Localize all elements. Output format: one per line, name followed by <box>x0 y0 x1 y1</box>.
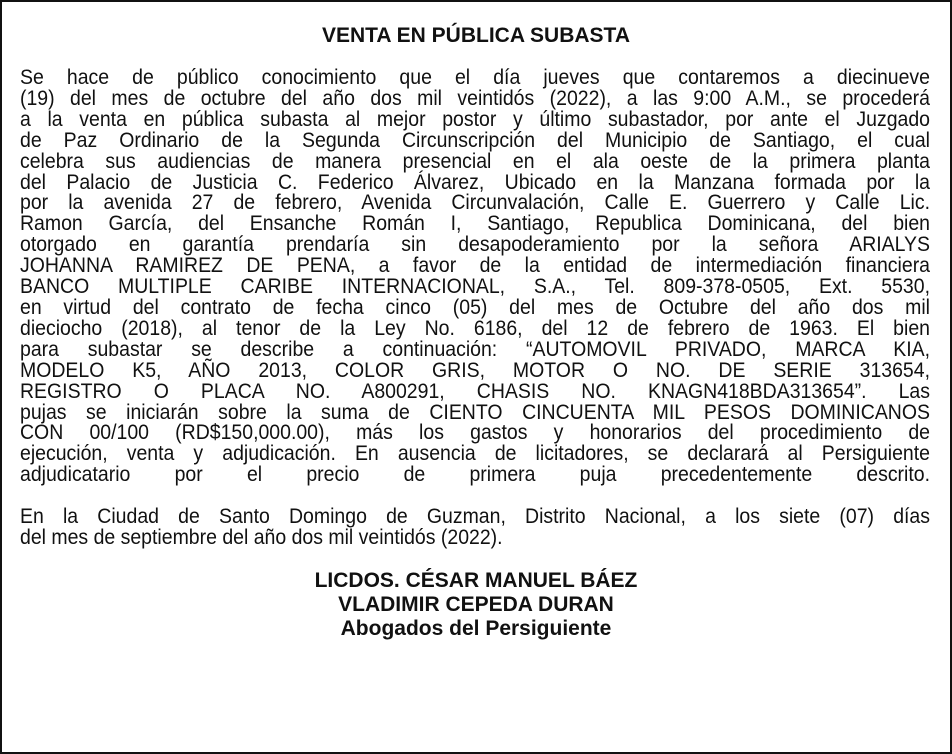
signature-name-1: LICDOS. CÉSAR MANUEL BÁEZ <box>314 568 638 592</box>
body-line: de Paz Ordinario de la Segunda Circunscripción del Municipio de Santiago, el cual <box>20 127 930 152</box>
signature-role: Abogados del Persiguiente <box>340 616 612 640</box>
signature-block <box>20 569 932 641</box>
body-line: BANCO MULTIPLE CARIBE INTERNACIONAL, S.A., Tel. 809-378-0505, Ext. 5530, <box>20 274 930 299</box>
signature-name-2: VLADIMIR CEPEDA DURAN <box>338 592 614 616</box>
body-line: MODELO K5, AÑO 2013, COLOR GRIS, MOTOR O NO. DE SERIE 313654, <box>20 357 930 382</box>
body-line: por la avenida 27 de febrero, Avenida Circunvalación, Calle E. Guerrero y Calle Lic. <box>20 190 930 215</box>
place-line: En la Ciudad de Santo Domingo de Guzman, Distrito Nacional, a los siete (07) días <box>20 504 930 529</box>
body-line: en virtud del contrato de fecha cinco (05) del mes de Octubre del año dos mil <box>20 294 930 319</box>
place-line: del mes de septiembre del año dos mil veintidós (2022). <box>20 525 503 550</box>
notice-title: VENTA EN PÚBLICA SUBASTA <box>321 24 630 47</box>
body-line: otorgado en garantía prendaría sin desapoderamiento por la señora ARIALYS <box>20 232 930 257</box>
place-and-date <box>20 506 932 548</box>
body-line: Ramon García, del Ensanche Román I, Santiago, Republica Dominicana, del bien <box>20 211 930 236</box>
body-line: ejecución, venta y adjudicación. En ausencia de licitadores, se declarará al Persiguiente <box>20 441 930 466</box>
body-line: CON 00/100 (RD$150,000.00), más los gastos y honorarios del procedimiento de <box>20 420 930 445</box>
body-line: adjudicatario por el precio de primera puja precedentemente descrito. <box>20 462 930 487</box>
notice-body <box>20 67 932 485</box>
body-line: REGISTRO O PLACA NO. A800291, CHASIS NO. KNAGN418BDA313654”. Las <box>20 378 930 403</box>
body-line: celebra sus audiencias de manera presencial en el ala oeste de la primera planta <box>20 148 930 173</box>
body-line: para subastar se describe a continuación: “AUTOMOVIL PRIVADO, MARCA KIA, <box>20 336 930 361</box>
body-line: dieciocho (2018), al tenor de la Ley No. 6186, del 12 de febrero de 1963. El bien <box>20 315 930 340</box>
body-line: a la venta en pública subasta al mejor postor y último subastador, por ante el Juzgado <box>20 106 930 131</box>
body-line: (19) del mes de octubre del año dos mil veintidós (2022), a las 9:00 A.M., se procederá <box>20 85 930 110</box>
body-line: pujas se iniciarán sobre la suma de CIENTO CINCUENTA MIL PESOS DOMINICANOS <box>20 399 930 424</box>
body-line: JOHANNA RAMIREZ DE PENA, a favor de la entidad de intermediación financiera <box>20 253 930 278</box>
body-line: Se hace de público conocimiento que el día jueves que contaremos a diecinueve <box>20 65 930 89</box>
body-line: del Palacio de Justicia C. Federico Álvarez, Ubicado en la Manzana formada por la <box>20 169 930 194</box>
